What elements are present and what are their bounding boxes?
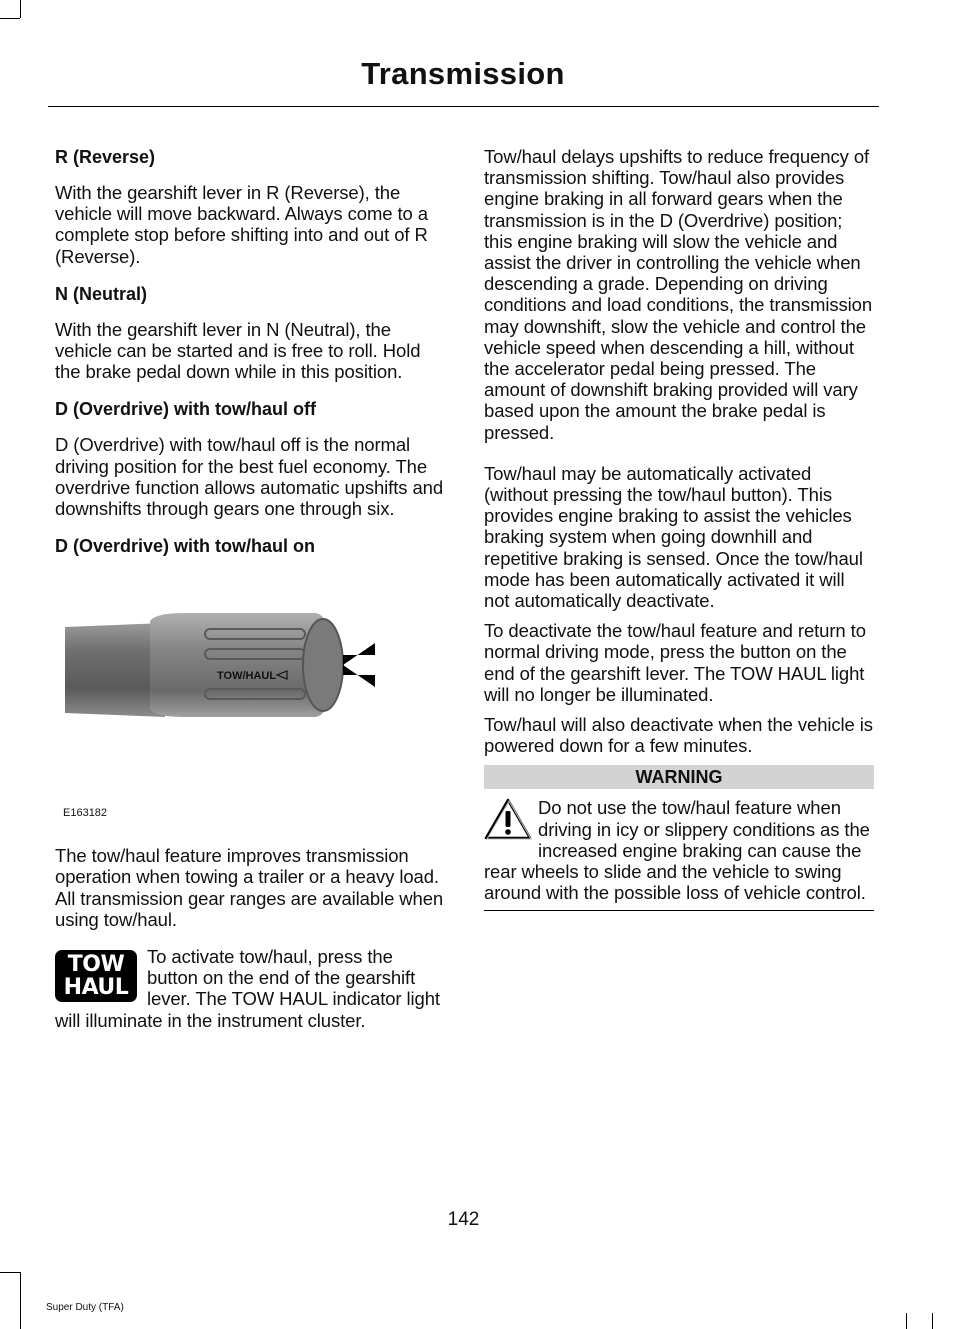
crop-mark bbox=[20, 0, 21, 18]
title-divider bbox=[48, 106, 879, 107]
deactivate-text: To deactivate the tow/haul feature and return to normal driving mode, press the button on the end of the gearshift lever. The TOW HAUL light will no longer be illuminated. bbox=[484, 620, 866, 705]
neutral-heading: N (Neutral) bbox=[55, 283, 148, 304]
footer-model: Super Duty (TFA) bbox=[46, 1302, 124, 1313]
crop-mark bbox=[932, 1313, 933, 1329]
page-number: 142 bbox=[447, 1209, 480, 1230]
auto-activation-text: Tow/haul may be automatically activated (without pressing the tow/haul button). This provides engine braking to assist the vehicles braking system when going downhill and repetitive braking is sensed. Once the tow/haul mode has been automatically activated it will not automatically deactivate. bbox=[484, 462, 863, 612]
warning-text: Do not use the tow/haul feature when driving in icy or slippery conditions as the increased engine braking can cause the rear wheels to slide and the vehicle to swing around with the possible loss of vehicle control. bbox=[484, 797, 870, 904]
delays-text: Tow/haul delays upshifts to reduce frequency of transmission shifting. Tow/haul also provides engine braking in all forward gears when the transmission is in the D (Overdrive) position; this engine braking will slow the vehicle and assist the driver in controlling the vehicle when descending a grade. Depending on driving conditions and load conditions, the transmission may downshift, slow the vehicle and control the vehicle speed when descending a hill, without the accelerator pedal being pressed. The amount of downshift braking provided will vary based upon the amount the brake pedal is pressed. bbox=[484, 146, 873, 443]
overdrive-off-heading: D (Overdrive) with tow/haul off bbox=[55, 399, 317, 420]
tow-haul-icon bbox=[55, 950, 137, 1002]
figure-tow-haul-label: TOW/HAUL bbox=[217, 670, 277, 683]
left-column bbox=[55, 146, 445, 1047]
overdrive-on-heading: D (Overdrive) with tow/haul on bbox=[55, 536, 316, 557]
activate-paragraph bbox=[55, 946, 445, 1031]
warning-end-rule bbox=[484, 910, 874, 911]
arrow-icon bbox=[343, 643, 375, 687]
activate-text: To activate tow/haul, press the button on the end of the gearshift lever. The TOW HAUL indicator light will illuminate in the instrument cluster. bbox=[55, 946, 440, 1031]
warning-paragraph bbox=[484, 797, 874, 903]
warning-icon bbox=[484, 797, 532, 845]
neutral-text: With the gearshift lever in N (Neutral), the vehicle can be started and is free to roll. Hold the brake pedal down while in this position. bbox=[55, 318, 421, 383]
overdrive-off-text: D (Overdrive) with tow/haul off is the normal driving position for the best fuel economy. The overdrive function allows automatic upshifts and downshifts through gears one through six. bbox=[55, 434, 444, 520]
gearshift-lever-illustration bbox=[55, 605, 445, 805]
gearshift-lever-figure bbox=[55, 575, 445, 825]
page-title: Transmission bbox=[361, 56, 565, 91]
crop-mark bbox=[0, 18, 20, 19]
reverse-heading: R (Reverse) bbox=[55, 147, 156, 167]
right-column bbox=[484, 146, 874, 911]
powered-down-text: Tow/haul will also deactivate when the vehicle is powered down for a few minutes. bbox=[484, 714, 873, 757]
tow-haul-button bbox=[303, 619, 343, 711]
tow-icon-line1: TOW bbox=[67, 952, 125, 978]
crop-mark bbox=[906, 1313, 907, 1329]
improves-text: The tow/haul feature improves transmission operation when towing a trailer or a heavy load. All transmission gear ranges are available when using tow/haul. bbox=[55, 845, 444, 930]
warning-heading: WARNING bbox=[484, 765, 874, 789]
reverse-text: With the gearshift lever in R (Reverse), the vehicle will move backward. Always come to a complete stop before shifting into and out of R (Reverse). bbox=[55, 182, 428, 267]
tow-icon-line2: HAUL bbox=[63, 975, 129, 1001]
figure-code: E163182 bbox=[63, 807, 108, 820]
crop-mark bbox=[0, 1272, 20, 1273]
crop-mark bbox=[20, 1272, 21, 1329]
